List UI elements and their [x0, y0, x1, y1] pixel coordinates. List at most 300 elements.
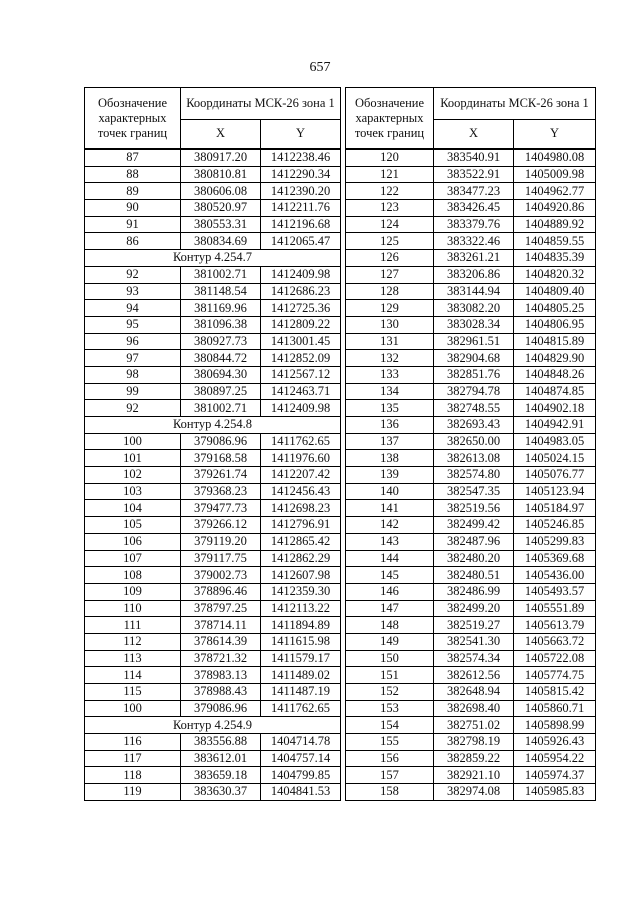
table-row	[85, 684, 341, 701]
table-row	[346, 283, 596, 300]
point-id-cell: 103	[85, 483, 181, 500]
table-row	[85, 350, 341, 367]
x-coordinate-cell: 382748.55	[434, 400, 514, 417]
point-id-cell: 151	[346, 667, 434, 684]
y-coordinate-cell: 1412390.20	[261, 183, 341, 200]
table-row	[85, 650, 341, 667]
table-row	[346, 583, 596, 600]
y-coordinate-cell: 1413001.45	[261, 333, 341, 350]
point-id-cell: 96	[85, 333, 181, 350]
table-row	[346, 333, 596, 350]
y-coordinate-cell: 1405613.79	[514, 617, 596, 634]
y-coordinate-cell: 1411615.98	[261, 633, 341, 650]
table-row	[346, 767, 596, 784]
header-y: Y	[261, 119, 341, 149]
x-coordinate-cell: 381002.71	[181, 400, 261, 417]
y-coordinate-cell: 1412359.30	[261, 583, 341, 600]
point-id-cell: 154	[346, 717, 434, 734]
x-coordinate-cell: 379002.73	[181, 567, 261, 584]
x-coordinate-cell: 380606.08	[181, 183, 261, 200]
y-coordinate-cell: 1405815.42	[514, 684, 596, 701]
table-row	[85, 700, 341, 717]
x-coordinate-cell: 382480.51	[434, 567, 514, 584]
x-coordinate-cell: 382974.08	[434, 784, 514, 801]
y-coordinate-cell: 1405299.83	[514, 533, 596, 550]
point-id-cell: 155	[346, 734, 434, 751]
table-row	[85, 583, 341, 600]
point-id-cell: 114	[85, 667, 181, 684]
y-coordinate-cell: 1411762.65	[261, 700, 341, 717]
y-coordinate-cell: 1412065.47	[261, 233, 341, 250]
x-coordinate-cell: 378797.25	[181, 600, 261, 617]
point-id-cell: 101	[85, 450, 181, 467]
table-row	[346, 517, 596, 534]
point-id-cell: 140	[346, 483, 434, 500]
point-id-cell: 136	[346, 417, 434, 434]
table-row	[346, 300, 596, 317]
y-coordinate-cell: 1405009.98	[514, 166, 596, 183]
table-row	[85, 633, 341, 650]
header-coords-title: Координаты МСК-26 зона 1	[434, 88, 596, 120]
x-coordinate-cell: 378721.32	[181, 650, 261, 667]
table-row	[85, 617, 341, 634]
x-coordinate-cell: 383659.18	[181, 767, 261, 784]
point-id-cell: 150	[346, 650, 434, 667]
y-coordinate-cell: 1404920.86	[514, 200, 596, 217]
table-row	[346, 233, 596, 250]
x-coordinate-cell: 383206.86	[434, 266, 514, 283]
table-row	[85, 667, 341, 684]
x-coordinate-cell: 380927.73	[181, 333, 261, 350]
y-coordinate-cell: 1404829.90	[514, 350, 596, 367]
point-id-cell: 158	[346, 784, 434, 801]
y-coordinate-cell: 1404835.39	[514, 250, 596, 267]
point-id-cell: 126	[346, 250, 434, 267]
table-row	[346, 433, 596, 450]
y-coordinate-cell: 1412211.76	[261, 200, 341, 217]
point-id-cell: 88	[85, 166, 181, 183]
table-row	[346, 633, 596, 650]
table-row	[346, 617, 596, 634]
table-row	[346, 467, 596, 484]
x-coordinate-cell: 382751.02	[434, 717, 514, 734]
x-coordinate-cell: 382487.96	[434, 533, 514, 550]
point-id-cell: 132	[346, 350, 434, 367]
table-row	[346, 316, 596, 333]
y-coordinate-cell: 1405860.71	[514, 700, 596, 717]
x-coordinate-cell: 383630.37	[181, 784, 261, 801]
table-row	[85, 767, 341, 784]
y-coordinate-cell: 1405774.75	[514, 667, 596, 684]
x-coordinate-cell: 383556.88	[181, 734, 261, 751]
y-coordinate-cell: 1405436.00	[514, 567, 596, 584]
contour-row	[85, 250, 341, 267]
x-coordinate-cell: 381169.96	[181, 300, 261, 317]
point-id-cell: 149	[346, 633, 434, 650]
x-coordinate-cell: 382519.56	[434, 500, 514, 517]
y-coordinate-cell: 1412862.29	[261, 550, 341, 567]
table-row	[346, 366, 596, 383]
y-coordinate-cell: 1405985.83	[514, 784, 596, 801]
x-coordinate-cell: 382794.78	[434, 383, 514, 400]
table-row	[85, 149, 341, 166]
x-coordinate-cell: 382547.35	[434, 483, 514, 500]
table-row	[346, 750, 596, 767]
y-coordinate-cell: 1412567.12	[261, 366, 341, 383]
x-coordinate-cell: 378614.39	[181, 633, 261, 650]
y-coordinate-cell: 1412409.98	[261, 266, 341, 283]
x-coordinate-cell: 378988.43	[181, 684, 261, 701]
y-coordinate-cell: 1412725.36	[261, 300, 341, 317]
x-coordinate-cell: 382480.20	[434, 550, 514, 567]
x-coordinate-cell: 383322.46	[434, 233, 514, 250]
point-id-cell: 143	[346, 533, 434, 550]
table-row	[346, 600, 596, 617]
y-coordinate-cell: 1412852.09	[261, 350, 341, 367]
table-row	[85, 550, 341, 567]
x-coordinate-cell: 383477.23	[434, 183, 514, 200]
point-id-cell: 138	[346, 450, 434, 467]
table-row	[85, 366, 341, 383]
x-coordinate-cell: 379266.12	[181, 517, 261, 534]
table-row	[85, 734, 341, 751]
y-coordinate-cell: 1404983.05	[514, 433, 596, 450]
x-coordinate-cell: 382693.43	[434, 417, 514, 434]
x-coordinate-cell: 380917.20	[181, 149, 261, 166]
point-id-cell: 156	[346, 750, 434, 767]
y-coordinate-cell: 1412207.42	[261, 467, 341, 484]
point-id-cell: 89	[85, 183, 181, 200]
y-coordinate-cell: 1412865.42	[261, 533, 341, 550]
page-number: 657	[309, 60, 331, 75]
y-coordinate-cell: 1412113.22	[261, 600, 341, 617]
y-coordinate-cell: 1404859.55	[514, 233, 596, 250]
x-coordinate-cell: 383522.91	[434, 166, 514, 183]
contour-row	[85, 417, 341, 434]
point-id-cell: 111	[85, 617, 181, 634]
header-point-label: Обозначение характерных точек границ	[85, 88, 181, 150]
table-row	[85, 300, 341, 317]
table-row	[346, 250, 596, 267]
y-coordinate-cell: 1404848.26	[514, 366, 596, 383]
point-id-cell: 147	[346, 600, 434, 617]
header-y: Y	[514, 119, 596, 149]
table-row	[346, 667, 596, 684]
point-id-cell: 87	[85, 149, 181, 166]
y-coordinate-cell: 1411762.65	[261, 433, 341, 450]
x-coordinate-cell: 379168.58	[181, 450, 261, 467]
x-coordinate-cell: 379086.96	[181, 700, 261, 717]
y-coordinate-cell: 1412809.22	[261, 316, 341, 333]
y-coordinate-cell: 1404942.91	[514, 417, 596, 434]
point-id-cell: 116	[85, 734, 181, 751]
table-row	[346, 183, 596, 200]
y-coordinate-cell: 1405722.08	[514, 650, 596, 667]
point-id-cell: 100	[85, 433, 181, 450]
x-coordinate-cell: 382499.20	[434, 600, 514, 617]
y-coordinate-cell: 1411976.60	[261, 450, 341, 467]
table-row	[85, 750, 341, 767]
y-coordinate-cell: 1404841.53	[261, 784, 341, 801]
contour-row	[85, 717, 341, 734]
table-row	[346, 533, 596, 550]
point-id-cell: 110	[85, 600, 181, 617]
point-id-cell: 92	[85, 266, 181, 283]
x-coordinate-cell: 380520.97	[181, 200, 261, 217]
x-coordinate-cell: 382798.19	[434, 734, 514, 751]
point-id-cell: 134	[346, 383, 434, 400]
y-coordinate-cell: 1412607.98	[261, 567, 341, 584]
table-row	[346, 350, 596, 367]
x-coordinate-cell: 379117.75	[181, 550, 261, 567]
x-coordinate-cell: 381002.71	[181, 266, 261, 283]
x-coordinate-cell: 378983.13	[181, 667, 261, 684]
point-id-cell: 112	[85, 633, 181, 650]
point-id-cell: 129	[346, 300, 434, 317]
table-row	[85, 333, 341, 350]
table-row	[346, 400, 596, 417]
table-row	[346, 650, 596, 667]
point-id-cell: 113	[85, 650, 181, 667]
x-coordinate-cell: 382541.30	[434, 633, 514, 650]
point-id-cell: 93	[85, 283, 181, 300]
y-coordinate-cell: 1404805.25	[514, 300, 596, 317]
table-row	[85, 784, 341, 801]
x-coordinate-cell: 383082.20	[434, 300, 514, 317]
x-coordinate-cell: 382851.76	[434, 366, 514, 383]
y-coordinate-cell: 1404815.89	[514, 333, 596, 350]
x-coordinate-cell: 382486.99	[434, 583, 514, 600]
point-id-cell: 120	[346, 149, 434, 166]
x-coordinate-cell: 380694.30	[181, 366, 261, 383]
table-row	[346, 450, 596, 467]
table-row	[85, 483, 341, 500]
y-coordinate-cell: 1404889.92	[514, 216, 596, 233]
point-id-cell: 153	[346, 700, 434, 717]
coordinates-table-right	[345, 87, 596, 801]
y-coordinate-cell: 1405493.57	[514, 583, 596, 600]
point-id-cell: 152	[346, 684, 434, 701]
y-coordinate-cell: 1412238.46	[261, 149, 341, 166]
point-id-cell: 157	[346, 767, 434, 784]
table-row	[346, 734, 596, 751]
x-coordinate-cell: 379086.96	[181, 433, 261, 450]
x-coordinate-cell: 382574.34	[434, 650, 514, 667]
table-row	[85, 533, 341, 550]
x-coordinate-cell: 382859.22	[434, 750, 514, 767]
x-coordinate-cell: 383379.76	[434, 216, 514, 233]
table-row	[346, 216, 596, 233]
x-coordinate-cell: 383540.91	[434, 149, 514, 166]
point-id-cell: 133	[346, 366, 434, 383]
point-id-cell: 122	[346, 183, 434, 200]
y-coordinate-cell: 1405123.94	[514, 483, 596, 500]
header-x: X	[434, 119, 514, 149]
point-id-cell: 142	[346, 517, 434, 534]
point-id-cell: 102	[85, 467, 181, 484]
point-id-cell: 100	[85, 700, 181, 717]
y-coordinate-cell: 1411489.02	[261, 667, 341, 684]
x-coordinate-cell: 380553.31	[181, 216, 261, 233]
table-row	[85, 383, 341, 400]
x-coordinate-cell: 382698.40	[434, 700, 514, 717]
table-row	[346, 500, 596, 517]
table-row	[346, 684, 596, 701]
x-coordinate-cell: 379477.73	[181, 500, 261, 517]
table-row	[346, 550, 596, 567]
table-row	[85, 517, 341, 534]
x-coordinate-cell: 381148.54	[181, 283, 261, 300]
x-coordinate-cell: 382519.27	[434, 617, 514, 634]
x-coordinate-cell: 380834.69	[181, 233, 261, 250]
y-coordinate-cell: 1412686.23	[261, 283, 341, 300]
x-coordinate-cell: 383612.01	[181, 750, 261, 767]
table-row	[346, 266, 596, 283]
y-coordinate-cell: 1411894.89	[261, 617, 341, 634]
y-coordinate-cell: 1404962.77	[514, 183, 596, 200]
table-row	[85, 433, 341, 450]
x-coordinate-cell: 383426.45	[434, 200, 514, 217]
table-row	[346, 166, 596, 183]
x-coordinate-cell: 382613.08	[434, 450, 514, 467]
table-row	[346, 483, 596, 500]
table-row	[85, 200, 341, 217]
point-id-cell: 144	[346, 550, 434, 567]
contour-label: Контур 4.254.7	[85, 250, 341, 267]
y-coordinate-cell: 1404714.78	[261, 734, 341, 751]
table-row	[85, 450, 341, 467]
x-coordinate-cell: 382650.00	[434, 433, 514, 450]
coordinates-table-left	[84, 87, 341, 801]
x-coordinate-cell: 381096.38	[181, 316, 261, 333]
x-coordinate-cell: 379368.23	[181, 483, 261, 500]
point-id-cell: 86	[85, 233, 181, 250]
table-row	[346, 567, 596, 584]
y-coordinate-cell: 1405898.99	[514, 717, 596, 734]
y-coordinate-cell: 1412796.91	[261, 517, 341, 534]
y-coordinate-cell: 1405663.72	[514, 633, 596, 650]
contour-label: Контур 4.254.9	[85, 717, 341, 734]
x-coordinate-cell: 378714.11	[181, 617, 261, 634]
point-id-cell: 98	[85, 366, 181, 383]
x-coordinate-cell: 380844.72	[181, 350, 261, 367]
y-coordinate-cell: 1405974.37	[514, 767, 596, 784]
x-coordinate-cell: 383261.21	[434, 250, 514, 267]
y-coordinate-cell: 1405551.89	[514, 600, 596, 617]
x-coordinate-cell: 383144.94	[434, 283, 514, 300]
point-id-cell: 141	[346, 500, 434, 517]
x-coordinate-cell: 383028.34	[434, 316, 514, 333]
y-coordinate-cell: 1412456.43	[261, 483, 341, 500]
table-row	[85, 316, 341, 333]
x-coordinate-cell: 382648.94	[434, 684, 514, 701]
point-id-cell: 145	[346, 567, 434, 584]
y-coordinate-cell: 1404902.18	[514, 400, 596, 417]
point-id-cell: 131	[346, 333, 434, 350]
y-coordinate-cell: 1405076.77	[514, 467, 596, 484]
point-id-cell: 117	[85, 750, 181, 767]
y-coordinate-cell: 1405246.85	[514, 517, 596, 534]
y-coordinate-cell: 1411487.19	[261, 684, 341, 701]
y-coordinate-cell: 1404806.95	[514, 316, 596, 333]
table-row	[85, 467, 341, 484]
table-row	[346, 784, 596, 801]
table-row	[85, 500, 341, 517]
x-coordinate-cell: 382904.68	[434, 350, 514, 367]
x-coordinate-cell: 382921.10	[434, 767, 514, 784]
header-point-label: Обозначение характерных точек границ	[346, 88, 434, 150]
table-body-left	[85, 149, 341, 800]
point-id-cell: 92	[85, 400, 181, 417]
header-x: X	[181, 119, 261, 149]
table-row	[346, 700, 596, 717]
y-coordinate-cell: 1405954.22	[514, 750, 596, 767]
table-row	[346, 717, 596, 734]
point-id-cell: 90	[85, 200, 181, 217]
y-coordinate-cell: 1412698.23	[261, 500, 341, 517]
point-id-cell: 94	[85, 300, 181, 317]
table-row	[346, 200, 596, 217]
y-coordinate-cell: 1411579.17	[261, 650, 341, 667]
x-coordinate-cell: 382574.80	[434, 467, 514, 484]
point-id-cell: 119	[85, 784, 181, 801]
point-id-cell: 123	[346, 200, 434, 217]
y-coordinate-cell: 1405926.43	[514, 734, 596, 751]
point-id-cell: 124	[346, 216, 434, 233]
y-coordinate-cell: 1404799.85	[261, 767, 341, 784]
x-coordinate-cell: 380897.25	[181, 383, 261, 400]
table-row	[346, 417, 596, 434]
point-id-cell: 146	[346, 583, 434, 600]
point-id-cell: 139	[346, 467, 434, 484]
point-id-cell: 106	[85, 533, 181, 550]
table-row	[85, 266, 341, 283]
x-coordinate-cell: 382961.51	[434, 333, 514, 350]
table-body-right	[346, 149, 596, 800]
y-coordinate-cell: 1404980.08	[514, 149, 596, 166]
x-coordinate-cell: 379119.20	[181, 533, 261, 550]
point-id-cell: 127	[346, 266, 434, 283]
table-row	[85, 283, 341, 300]
point-id-cell: 118	[85, 767, 181, 784]
point-id-cell: 104	[85, 500, 181, 517]
table-row	[346, 383, 596, 400]
point-id-cell: 109	[85, 583, 181, 600]
x-coordinate-cell: 378896.46	[181, 583, 261, 600]
y-coordinate-cell: 1412290.34	[261, 166, 341, 183]
point-id-cell: 130	[346, 316, 434, 333]
x-coordinate-cell: 379261.74	[181, 467, 261, 484]
table-row	[85, 567, 341, 584]
table-row	[346, 149, 596, 166]
point-id-cell: 91	[85, 216, 181, 233]
table-row	[85, 183, 341, 200]
point-id-cell: 148	[346, 617, 434, 634]
y-coordinate-cell: 1404757.14	[261, 750, 341, 767]
point-id-cell: 97	[85, 350, 181, 367]
y-coordinate-cell: 1405369.68	[514, 550, 596, 567]
y-coordinate-cell: 1404820.32	[514, 266, 596, 283]
x-coordinate-cell: 382499.42	[434, 517, 514, 534]
table-row	[85, 400, 341, 417]
y-coordinate-cell: 1404874.85	[514, 383, 596, 400]
point-id-cell: 115	[85, 684, 181, 701]
contour-label: Контур 4.254.8	[85, 417, 341, 434]
point-id-cell: 95	[85, 316, 181, 333]
table-row	[85, 233, 341, 250]
x-coordinate-cell: 380810.81	[181, 166, 261, 183]
y-coordinate-cell: 1405184.97	[514, 500, 596, 517]
